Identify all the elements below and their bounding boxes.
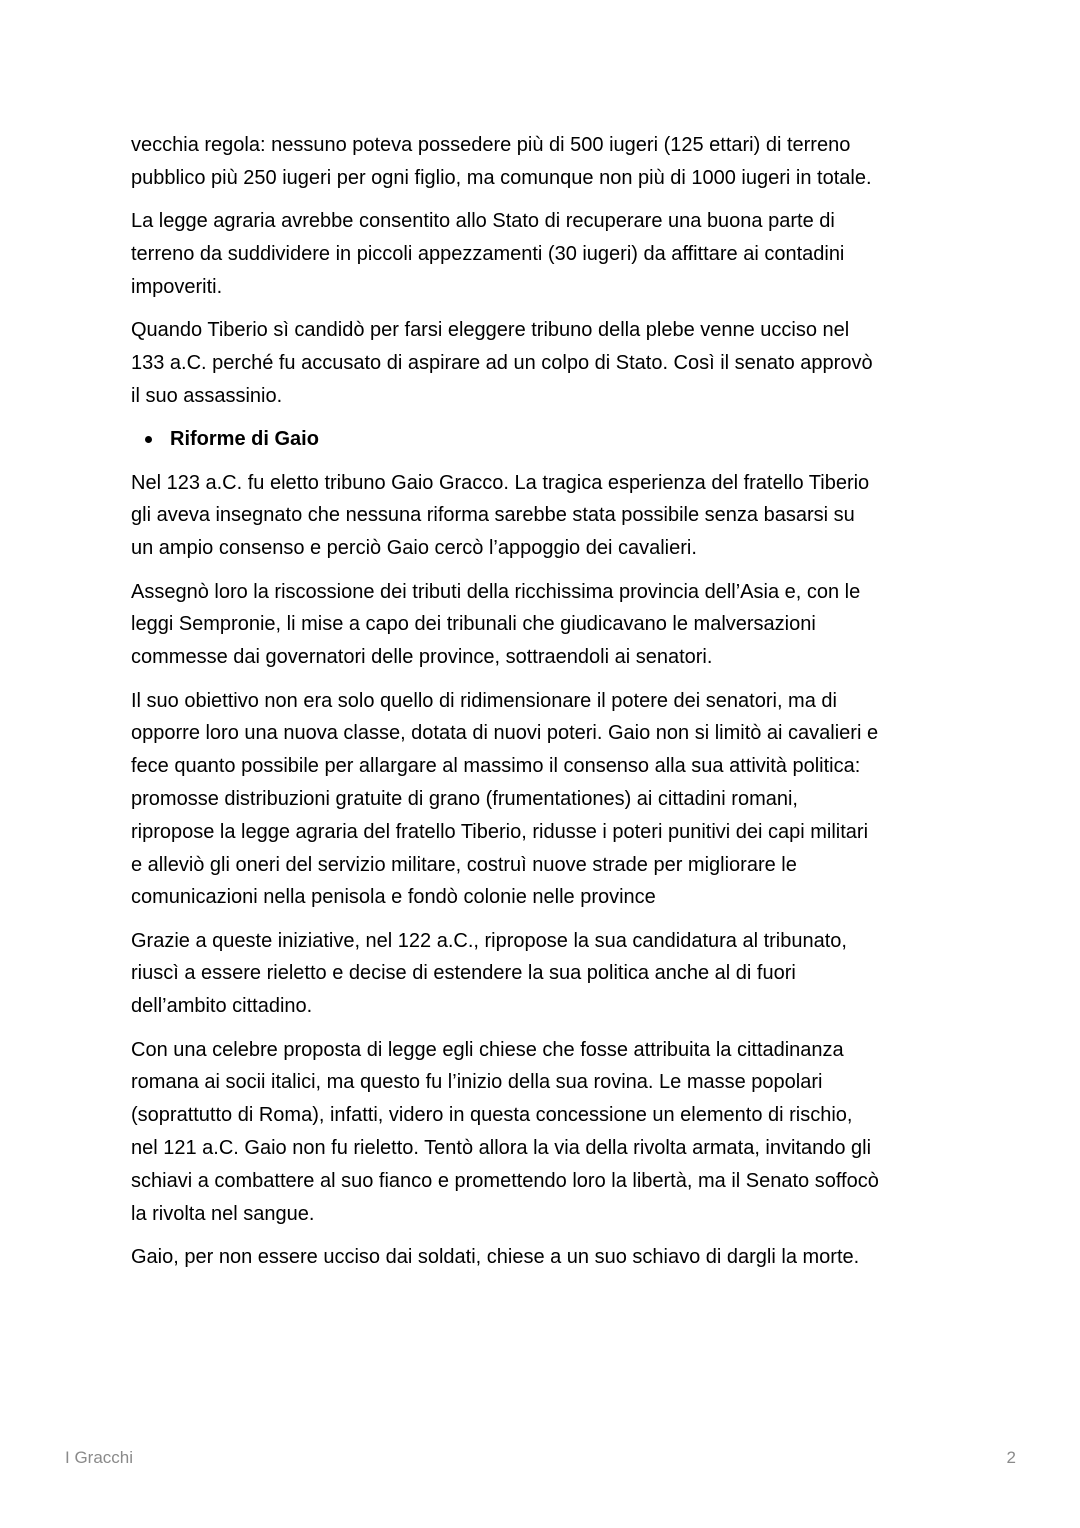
text-line: Assegnò loro la riscossione dei tributi della ricchissima provincia dell’Asia e, con le <box>131 580 861 603</box>
text-line: ripropose la legge agraria del fratello Tiberio, ridusse i poteri punitivi dei capi militari <box>131 820 869 843</box>
paragraphs-after <box>131 467 961 1274</box>
paragraph <box>131 314 961 412</box>
text-line: gli aveva insegnato che nessuna riforma sarebbe stata possibile senza basarsi su <box>131 504 855 527</box>
text-line: un ampio consenso e perciò Gaio cercò l’appoggio dei cavalieri. <box>131 537 697 560</box>
text-line: Nel 123 a.C. fu eletto tribuno Gaio Gracco. La tragica esperienza del fratello Tiberio <box>131 471 870 494</box>
paragraph <box>131 1241 961 1274</box>
text-line: romana ai socii italici, ma questo fu l’inizio della sua rovina. Le masse popolari <box>131 1071 823 1094</box>
text-line: Grazie a queste iniziative, nel 122 a.C., ripropose la sua candidatura al tribunato, <box>131 929 847 952</box>
paragraph <box>131 685 961 915</box>
text-line: commesse dai governatori delle province, sottraendoli ai senatori. <box>131 646 713 669</box>
text-line: il suo assassinio. <box>131 384 283 407</box>
text-line: opporre loro una nuova classe, dotata di nuovi poteri. Gaio non si limitò ai cavalieri e <box>131 722 879 745</box>
text-line: fece quanto possibile per allargare al massimo il consenso alla sua attività politica: <box>131 755 861 778</box>
text-line: Gaio, per non essere ucciso dai soldati, chiese a un suo schiavo di dargli la morte. <box>131 1246 860 1269</box>
text-line: Quando Tiberio sì candidò per farsi eleggere tribuno della plebe venne ucciso nel <box>131 319 850 342</box>
text-line: (soprattutto di Roma), infatti, videro in questa concessione un elemento di rischio, <box>131 1104 853 1127</box>
text-line: 133 a.C. perché fu accusato di aspirare ad un colpo di Stato. Così il senato approvò <box>131 351 873 374</box>
text-line: Il suo obiettivo non era solo quello di ridimensionare il potere dei senatori, ma di <box>131 689 837 712</box>
text-line: dell’ambito cittadino. <box>131 995 313 1018</box>
paragraph <box>131 1034 961 1231</box>
bullet-heading-text: Riforme di Gaio <box>170 428 319 451</box>
text-line: impoveriti. <box>131 275 223 298</box>
text-line: schiavi a combattere al suo fianco e promettendo loro la libertà, ma il Senato soffocò <box>131 1169 879 1192</box>
paragraph <box>131 925 961 1023</box>
text-line: nel 121 a.C. Gaio non fu rieletto. Tentò allora la via della rivolta armata, invitando gli <box>131 1137 872 1160</box>
paragraph <box>131 205 961 303</box>
text-line: terreno da suddividere in piccoli appezzamenti (30 iugeri) da affittare ai contadini <box>131 242 845 265</box>
text-line: leggi Sempronie, li mise a capo dei tribunali che giudicavano le malversazioni <box>131 613 816 636</box>
text-line: promosse distribuzioni gratuite di grano (frumentationes) ai cittadini romani, <box>131 787 798 810</box>
text-line: vecchia regola: nessuno poteva possedere più di 500 iugeri (125 ettari) di terreno <box>131 134 851 156</box>
bullet-dot-icon <box>145 436 152 443</box>
document-body <box>131 129 961 1284</box>
footer-title: I Gracchi <box>65 1448 134 1467</box>
text-line: Con una celebre proposta di legge egli chiese che fosse attribuita la cittadinanza <box>131 1038 844 1061</box>
page-number: 2 <box>1006 1448 1016 1467</box>
text-line: comunicazioni nella penisola e fondò colonie nelle province <box>131 886 656 909</box>
paragraph <box>131 576 961 674</box>
text-line: pubblico più 250 iugeri per ogni figlio, ma comunque non più di 1000 iugeri in totale. <box>131 166 872 189</box>
text-line: riuscì a essere rieletto e decise di estendere la sua politica anche al di fuori <box>131 962 796 985</box>
paragraphs-before <box>131 129 961 413</box>
paragraph <box>131 129 961 195</box>
bullet-heading <box>131 423 961 456</box>
text-line: e alleviò gli oneri del servizio militare, costruì nuove strade per migliorare le <box>131 853 797 876</box>
text-line: La legge agraria avrebbe consentito allo Stato di recuperare una buona parte di <box>131 210 835 233</box>
text-line: la rivolta nel sangue. <box>131 1202 315 1225</box>
paragraph <box>131 467 961 565</box>
